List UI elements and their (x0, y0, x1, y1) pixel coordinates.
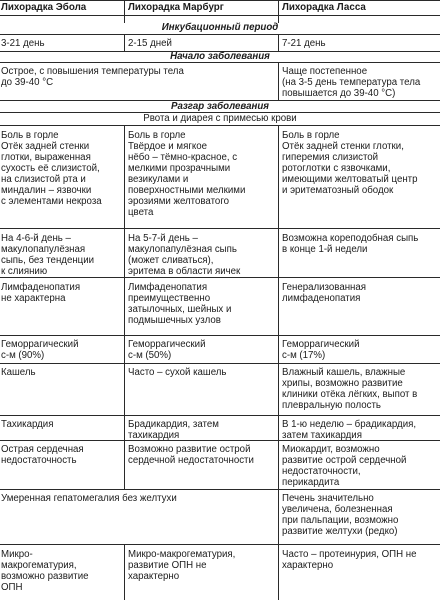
heart-rate-ebola: Тахикардия (1, 419, 54, 430)
hemorrhagic-marburg: Геморрагический с-м (50%) (128, 339, 206, 361)
hemorrhagic-lassa: Геморрагический с-м (17%) (282, 339, 360, 361)
kidney-lassa: Часто – протеинурия, ОПН не характерно (282, 549, 417, 571)
column-rule (278, 125, 279, 600)
section-onset: Начало заболевания (170, 51, 270, 62)
throat-ebola: Боль в горле Отёк задней стенки глотки, выраженная сухость её слизистой, на слизистой рта и миндалин – язвочки с элементами некроза (1, 130, 102, 207)
rule (0, 62, 440, 63)
liver-ebola-marburg: Умеренная гепатомегалия без желтухи (1, 493, 177, 504)
column-rule (278, 0, 279, 23)
lymph-lassa: Генерализованная лимфаденопатия (282, 282, 367, 304)
rash-marburg: На 5-7-й день – макулопапулёзная сыпь (может сливаться), эритема в области яичек (128, 233, 241, 277)
header-ebola: Лихорадка Эбола (1, 2, 87, 13)
header-marburg: Лихорадка Марбург (128, 2, 224, 13)
column-rule (124, 34, 125, 51)
heart-rate-marburg: Брадикардия, затем тахикардия (128, 419, 219, 441)
heart-failure-ebola: Острая сердечная недостаточность (1, 444, 84, 466)
rule (0, 489, 440, 490)
kidney-ebola: Микро- макрогематурия, возможно развитие ОПН (1, 549, 89, 593)
lymph-marburg: Лимфаденопатия преимущественно затылочных, шейных и подмышечных узлов (128, 282, 232, 326)
heart-failure-lassa: Миокардит, возможно развитие острой сердечной недостаточности, перикардита (282, 444, 407, 488)
section-incubation: Инкубационный период (161, 22, 279, 33)
rule (0, 15, 440, 16)
incubation-lassa: 7-21 день (282, 38, 326, 49)
rule (0, 228, 440, 229)
rule (0, 544, 440, 545)
rule (0, 34, 440, 35)
rule (0, 415, 440, 416)
header-lassa: Лихорадка Ласса (282, 2, 366, 13)
section-peak: Разгар заболевания (171, 101, 269, 112)
rash-lassa: Возможна кореподобная сыпь в конце 1-й недели (282, 233, 419, 255)
column-rule (124, 0, 125, 23)
liver-lassa: Печень значительно увеличена, болезненная при пальпации, возможно развитие желтухи (редко) (282, 493, 399, 537)
throat-lassa: Боль в горле Отёк задней стенки глотки, гиперемия слизистой ротоглотки с язвочками, имеющими желтоватый центр и эритематозный ободок (282, 130, 418, 196)
column-rule (124, 544, 125, 600)
rule (0, 335, 440, 336)
onset-lassa: Чаще постепенное (на 3-5 день температура тела повышается до 39-40 °С) (282, 66, 421, 99)
rule (0, 125, 440, 126)
peak-common-symptom: Рвота и диарея с примесью крови (143, 113, 297, 124)
column-rule (278, 62, 279, 100)
cough-marburg: Часто – сухой кашель (128, 367, 227, 378)
rule-top (0, 0, 440, 1)
heart-rate-lassa: В 1-ю неделю – брадикардия, затем тахикардия (282, 419, 417, 441)
rule (0, 277, 440, 278)
column-rule (278, 34, 279, 51)
hemorrhagic-ebola: Геморрагический с-м (90%) (1, 339, 79, 361)
onset-ebola: Острое, с повышения температуры тела до 39-40 °С (1, 66, 184, 88)
incubation-ebola: 3-21 день (1, 38, 45, 49)
cough-lassa: Влажный кашель, влажные хрипы, возможно развитие клиники отёка лёгких, выпот в плевральную полость (282, 367, 418, 411)
cough-ebola: Кашель (1, 367, 36, 378)
incubation-marburg: 2-15 дней (128, 38, 172, 49)
rash-ebola: На 4-6-й день – макулопапулёзная сыпь, без тенденции к слиянию (1, 233, 95, 277)
heart-failure-marburg: Возможно развитие острой сердечной недостаточности (128, 444, 254, 466)
lymph-ebola: Лимфаденопатия не характерна (1, 282, 81, 304)
kidney-marburg: Микро-макрогематурия, развитие ОПН не характерно (128, 549, 236, 582)
column-rule (124, 125, 125, 490)
rule (0, 363, 440, 364)
throat-marburg: Боль в горле Твёрдое и мягкое нёбо – тёмно-красное, с мелкими прозрачными везикулами и поверхностными мелкими эрозиями желтоватого цвета (128, 130, 246, 218)
